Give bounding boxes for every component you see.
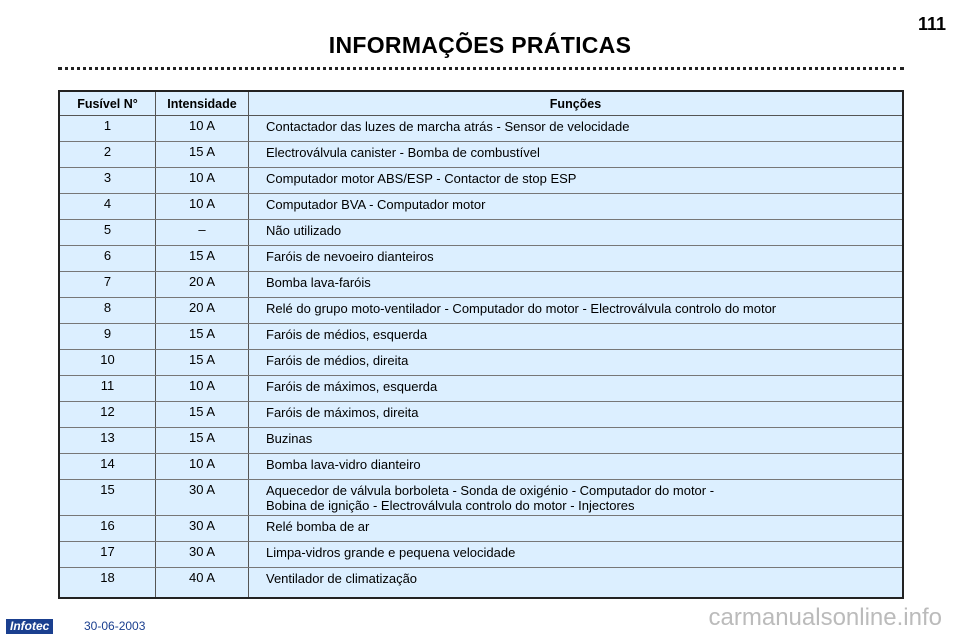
function-cell: Aquecedor de válvula borboleta - Sonda de oxigénio - Computador do motor - Bobina de ignição - Electroválvula controlo do motor - Injectores (249, 480, 903, 516)
table-row (60, 142, 902, 168)
function-cell: Limpa-vidros grande e pequena velocidade (249, 542, 903, 568)
fuse-number-cell: 9 (60, 324, 156, 350)
intensity-cell: 10 A (156, 168, 249, 194)
header-functions: Funções (249, 92, 903, 116)
function-cell: Bomba lava-faróis (249, 272, 903, 298)
function-cell: Faróis de máximos, esquerda (249, 376, 903, 402)
intensity-cell: 20 A (156, 272, 249, 298)
dotted-divider (58, 67, 904, 70)
function-cell: Computador BVA - Computador motor (249, 194, 903, 220)
intensity-cell: 10 A (156, 194, 249, 220)
table-row (60, 376, 902, 402)
infotec-logo: Infotec (6, 619, 53, 634)
fuse-table-body (60, 116, 902, 598)
intensity-cell: 15 A (156, 402, 249, 428)
fuse-number-cell: 2 (60, 142, 156, 168)
table-row (60, 402, 902, 428)
intensity-cell: 10 A (156, 116, 249, 142)
watermark: carmanualsonline.info (708, 604, 942, 631)
fuse-number-cell: 5 (60, 220, 156, 246)
function-cell: Buzinas (249, 428, 903, 454)
function-cell: Faróis de nevoeiro dianteiros (249, 246, 903, 272)
function-cell: Electroválvula canister - Bomba de combustível (249, 142, 903, 168)
intensity-cell: 30 A (156, 542, 249, 568)
table-row (60, 516, 902, 542)
page-title: INFORMAÇÕES PRÁTICAS (328, 32, 632, 58)
function-cell: Não utilizado (249, 220, 903, 246)
intensity-cell: 15 A (156, 350, 249, 376)
intensity-cell: 40 A (156, 568, 249, 598)
intensity-cell: 20 A (156, 298, 249, 324)
function-cell: Relé bomba de ar (249, 516, 903, 542)
table-row (60, 246, 902, 272)
table-row (60, 454, 902, 480)
intensity-cell: 15 A (156, 428, 249, 454)
fuse-number-cell: 14 (60, 454, 156, 480)
fuse-number-cell: 17 (60, 542, 156, 568)
header-intensity: Intensidade (156, 92, 249, 116)
intensity-cell: 30 A (156, 480, 249, 516)
function-cell: Faróis de médios, esquerda (249, 324, 903, 350)
fuse-table (58, 90, 904, 599)
table-row (60, 220, 902, 246)
table-row (60, 298, 902, 324)
fuse-number-cell: 4 (60, 194, 156, 220)
function-cell: Bomba lava-vidro dianteiro (249, 454, 903, 480)
table-row (60, 480, 902, 516)
intensity-cell: 10 A (156, 376, 249, 402)
intensity-cell: – (156, 220, 249, 246)
intensity-cell: 15 A (156, 142, 249, 168)
fuse-number-cell: 10 (60, 350, 156, 376)
table-row (60, 168, 902, 194)
fuse-number-cell: 13 (60, 428, 156, 454)
function-cell: Computador motor ABS/ESP - Contactor de stop ESP (249, 168, 903, 194)
fuse-number-cell: 1 (60, 116, 156, 142)
table-header-row (60, 92, 902, 116)
fuse-number-cell: 3 (60, 168, 156, 194)
intensity-cell: 15 A (156, 246, 249, 272)
function-cell: Relé do grupo moto-ventilador - Computador do motor - Electroválvula controlo do motor (249, 298, 903, 324)
fuse-number-cell: 12 (60, 402, 156, 428)
fuse-number-cell: 6 (60, 246, 156, 272)
table-row (60, 350, 902, 376)
header-fuse-number: Fusível N° (60, 92, 156, 116)
intensity-cell: 15 A (156, 324, 249, 350)
table-row (60, 272, 902, 298)
intensity-cell: 30 A (156, 516, 249, 542)
fuse-number-cell: 16 (60, 516, 156, 542)
table-row (60, 116, 902, 142)
function-cell: Contactador das luzes de marcha atrás - Sensor de velocidade (249, 116, 903, 142)
intensity-cell: 10 A (156, 454, 249, 480)
function-cell: Ventilador de climatização (266, 571, 418, 586)
fuse-number-cell: 8 (60, 298, 156, 324)
function-cell: Faróis de máximos, direita (249, 402, 903, 428)
fuse-number-cell: 7 (60, 272, 156, 298)
table-row (60, 194, 902, 220)
page-number: 111 (917, 14, 946, 34)
fuse-number-cell: 11 (60, 376, 156, 402)
table-row (60, 428, 902, 454)
footer-date: 30-06-2003 (84, 619, 146, 633)
fuse-number-cell: 18 (60, 568, 156, 598)
table-row (60, 568, 902, 598)
table-row (60, 324, 902, 350)
table-row (60, 542, 902, 568)
function-cell: Faróis de médios, direita (249, 350, 903, 376)
fuse-number-cell: 15 (60, 480, 156, 516)
